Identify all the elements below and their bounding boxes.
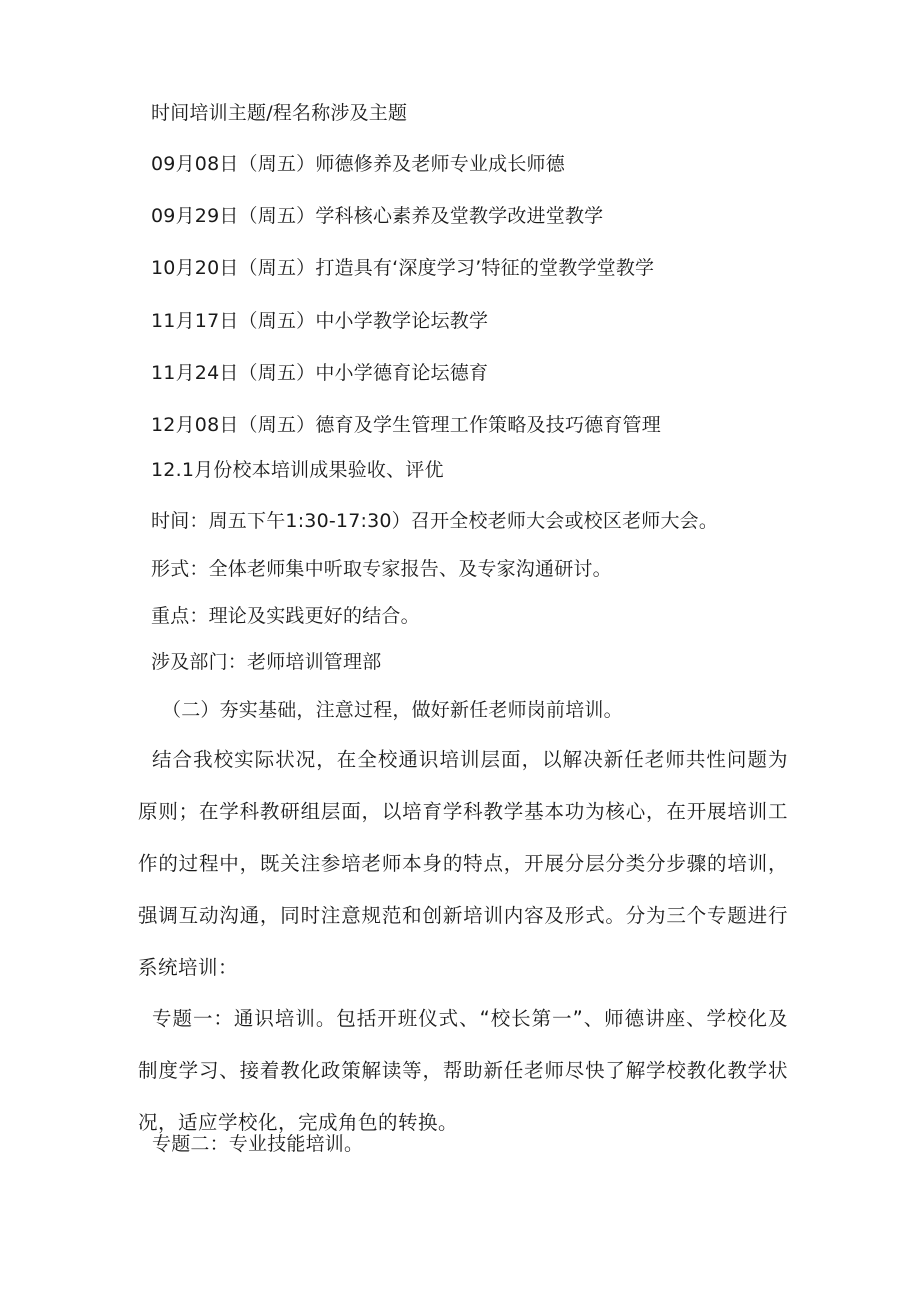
schedule-row: 09月29日（周五）学科核心素养及堂教学改进堂教学 — [151, 205, 604, 227]
department-line: 涉及部门：老师培训管理部 — [151, 651, 382, 673]
schedule-row: 09月08日（周五）师德修养及老师专业成长师德 — [151, 153, 565, 175]
schedule-row: 11月17日（周五）中小学教学论坛教学 — [151, 310, 489, 332]
time-line: 时间：周五下午1:30-17:30）召开全校老师大会或校区老师大会。 — [151, 510, 719, 532]
intro-paragraph: 结合我校实际状况，在全校通识培训层面，以解决新任老师共性问题为原则；在学科教研组层面，以培育学科教学基本功为核心，在开展培训工作的过程中，既关注参培老师本身的特点，开展分层分类分步骤的培训，强调互动沟通，同时注意规范和创新培训内容及形式。分为三个专题进行系统培训： — [138, 748, 788, 979]
topic-one-paragraph: 专题一：通识培训。包括开班仪式、“校长第一”、师德讲座、学校化及制度学习、接着教化政策解读等，帮助新任老师尽快了解学校教化教学状况，适应学校化，完成角色的转换。 — [138, 1007, 788, 1134]
schedule-row: 11月24日（周五）中小学德育论坛德育 — [151, 362, 489, 384]
section-heading: （二）夯实基础，注意过程，做好新任老师岗前培训。 — [162, 699, 623, 721]
topic-two-line: 专题二：专业技能培训。 — [152, 1133, 364, 1155]
schedule-row: 12月08日（周五）德育及学生管理工作策略及技巧德育管理 — [151, 414, 661, 436]
assessment-line: 12.1月份校本培训成果验收、评优 — [151, 459, 444, 481]
focus-line: 重点：理论及实践更好的结合。 — [151, 605, 420, 627]
schedule-header: 时间培训主题/程名称涉及主题 — [151, 102, 408, 124]
schedule-row: 10月20日（周五）打造具有‘深度学习’特征的堂教学堂教学 — [151, 257, 655, 279]
form-line: 形式：全体老师集中听取专家报告、及专家沟通研讨。 — [151, 558, 612, 580]
